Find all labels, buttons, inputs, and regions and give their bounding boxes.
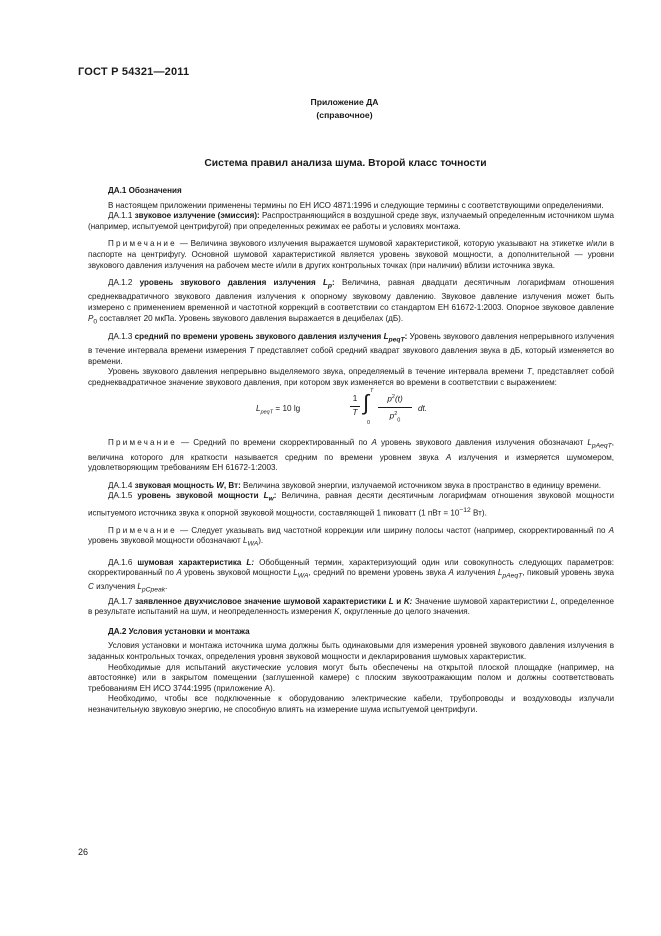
document-body: [88, 186, 614, 716]
appendix-subtitle: (справочное): [316, 110, 373, 120]
leq-formula: [88, 390, 614, 432]
integral-lower-limit: 0: [367, 420, 371, 427]
term-1-3: ДА.1.3 средний по времени уровень звукового давления излучения $L_{peqT}$: Уровень звукового давления непрерывного излучения в течение интервала времени измерения T представляет собой средний квадрат звукового давления звука в дБ, который изменяется во времени.: [88, 331, 615, 366]
section-2-paragraph-1: Условия установки и монтажа источника шума должны быть одинаковыми для измерения уровней звукового давления излучения в заданных контрольных точках, определения уровня звуковой мощности и декларирования шумовых характеристик.: [88, 641, 614, 661]
note-1: Примечание — Величина звукового излучения выражается шумовой характеристикой, которую указывают на этикетке и/или в паспорте на центрифугу. Основной шумовой характеристикой является уровень звуковой мощности, а дополнительной — уровни звукового давления излучения на рабочем месте и/или в других контрольных точках (при наличии) вблизи источника звука.: [88, 239, 614, 270]
section-heading-1: ДА.1 Обозначения: [108, 186, 182, 195]
term-1-2: ДА.1.2 уровень звукового давления излучения $L_p$: Величина, равная двадцати десятичным логарифмам отношения среднеквадратичного звукового давления излучения к опорному звуковому давлению. Звуковое давление излучения может быть измерено с применением временной и частотной коррекций в соответствии со стандартом ЕН 61672-1:2003. Опорное звуковое давление $P_0$ составляет 20 мкПа. Уровень звукового давления выражается в децибелах (дБ).: [88, 278, 614, 326]
formula-lhs: $L_{peqT} = 10$ lg: [256, 404, 301, 416]
intro-paragraph: В настоящем приложении применены термины по ЕН ИСО 4871:1996 и следующие термины с соответствующими определениями.: [108, 200, 604, 210]
note-2: Примечание — Средний по времени скорректированный по A уровень звукового давления излучения обозначают $L_{pAeqT}$, величина которого для краткости называется средним по времени уровнем звука A излучения и измеряется шумомером, удовлетворяющим требованиям ЕН 61672-1:2003.: [88, 438, 615, 473]
section-2-paragraph-3: Необходимо, чтобы все подключенные к оборудованию электрические кабели, трубопроводы и воздуховоды излучали незначительную звуковую энергию, не способную влиять на измерение шума испытуемой центрифуги.: [88, 694, 614, 714]
formula-dt: dt.: [418, 404, 428, 414]
formula-fraction-1: 1 T: [350, 394, 360, 418]
integral-upper-limit: T: [370, 388, 374, 395]
formula-fraction-2: $p^2(t)$ $p^2_0$: [378, 392, 412, 425]
term-1-5: ДА.1.5 уровень звуковой мощности $L_w$: Величина, равная десяти десятичным логарифмам отношения звуковой мощности испытуемого источника звука к опорной звуковой мощности, составляющей 1 пиковатт (1 пВт = $10^{-12}$ Вт).: [88, 491, 615, 518]
term-1-7: ДА.1.7 заявленное двухчисловое значение шумовой характеристики L и K: Значение шумовой характеристики L, определенное в результате испытаний на шум, и неопределенность измерения K, округленные до целого значения.: [88, 596, 615, 617]
term-1-6: ДА.1.6 шумовая характеристика L: Обобщенный термин, характеризующий один или совокупность следующих параметров: скорректированный по A уровень звуковой мощности $L_{WA}$, средний по времени уровень звука A излучения $L_{pAeqT}$, пиковый уровень звука C излучения $L_{pCpeak}$.: [88, 557, 615, 594]
note-3: Примечание — Следует указывать вид частотной коррекции или ширину полосы частот (например, скорректированный по A уровень звуковой мощности обозначают $L_{WA}$).: [88, 525, 614, 548]
term-1-3-para-2: Уровень звукового давления непрерывно выделяемого звука, определяемый в течение интервала времени T, представляет собой среднеквадратичное значение звукового давления, при котором звук изменяется во времени в соответствии с выражением:: [88, 367, 615, 387]
standard-code: ГОСТ Р 54321—2011: [78, 66, 190, 78]
integral-sign: ∫: [363, 390, 370, 416]
term-1-1: ДА.1.1 звуковое излучение (эмиссия): Распространяющийся в воздушной среде звук, излучаемый определенным источником шума (например, испытуемой центрифугой) при определенных режимах ее работы и условиях монтажа.: [88, 211, 615, 231]
appendix-title: Приложение ДА: [310, 97, 379, 107]
term-1-4: ДА.1.4 звуковая мощность W, Вт: Величина звуковой энергии, излучаемой источником звука в пространство в единицу времени.: [108, 480, 601, 490]
section-2-paragraph-2: Необходимые для испытаний акустические условия могут быть обеспечены на открытой плоской площадке (например, на автостоянке) или в закрытом помещении (заглушенной камере) с плоским звукоотражающим полом и должны соответствовать требованиям ЕН ИСО 3744:1995 (приложение А).: [88, 662, 614, 693]
main-title: Система правил анализа шума. Второй класс точности: [204, 158, 487, 169]
page-number: 26: [78, 847, 89, 857]
section-heading-2: ДА.2 Условия установки и монтажа: [108, 626, 250, 636]
